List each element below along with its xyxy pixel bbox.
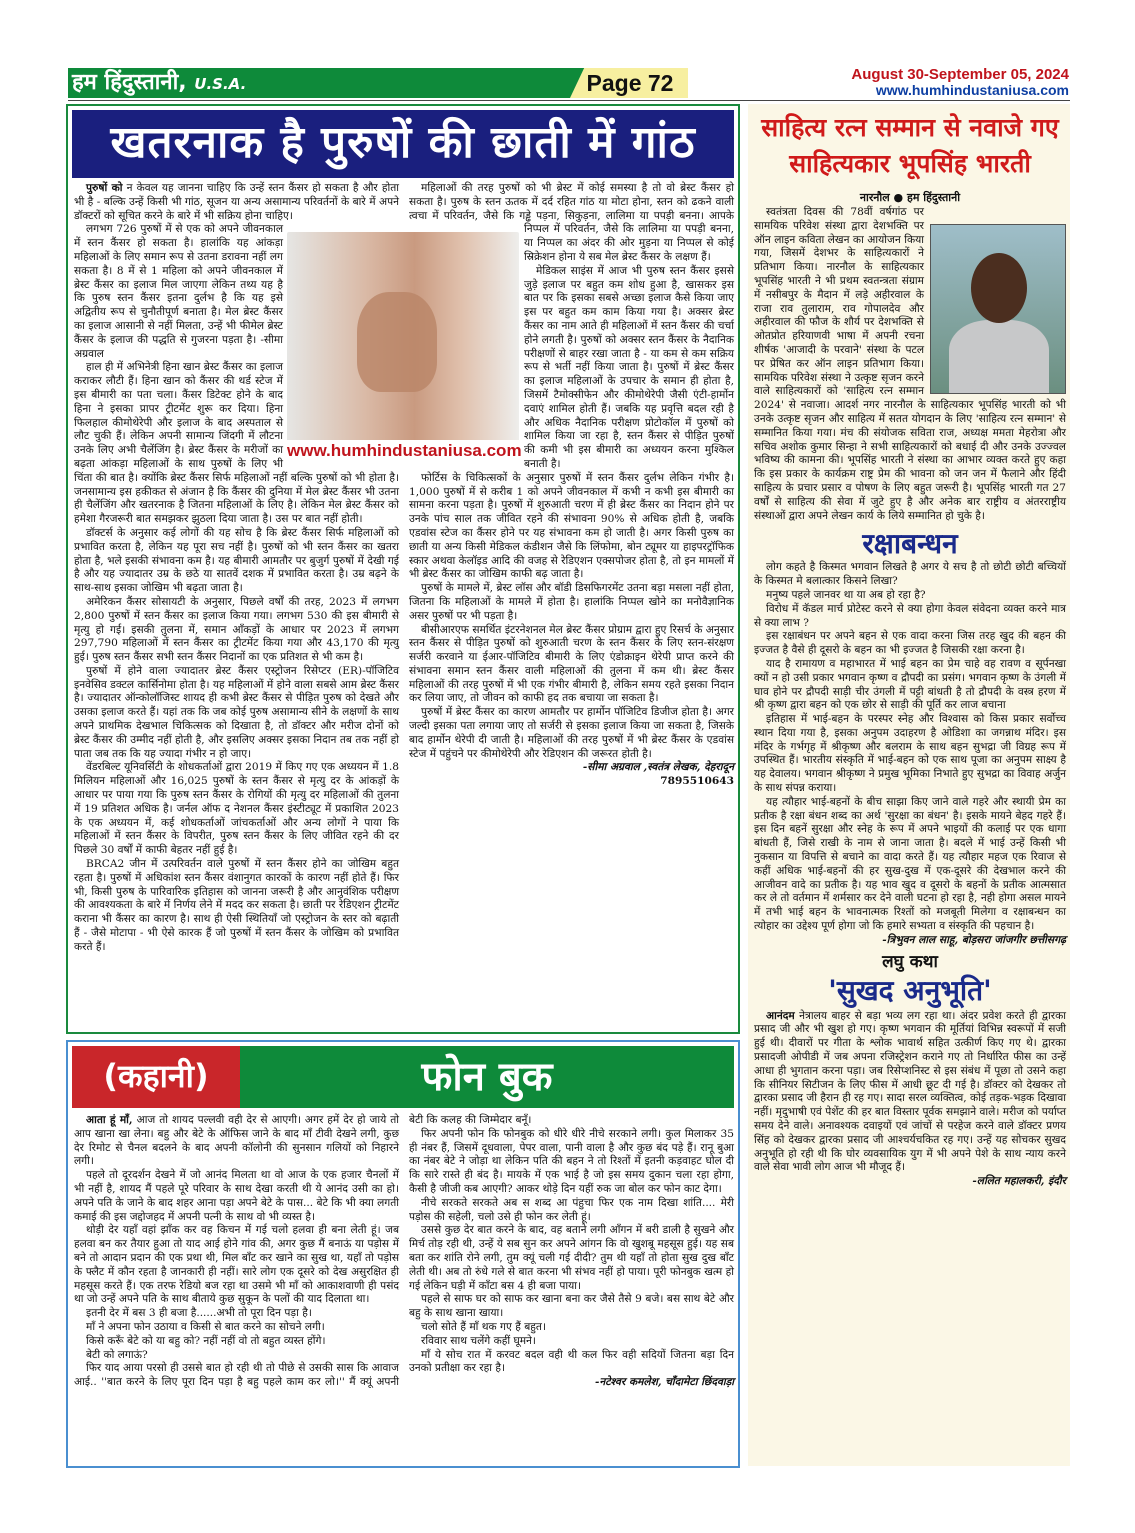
story-paragraph: उससे कुछ देर बात करने के बाद, वह बताने लगी आँगन में बरी डाली है सुखने और मिर्च तोड़ रही थी, उन्हें ये सब सुन कर अपने आंगन कि वो खुशबू महसूस हुई। यह सब बता कर शांति रोने लगी, तुम क्यूं चली गई दीदी? तुम थी यहाँ तो होता सुख दुख बाँट लेती थी। अब तो रुंधे गले से बात करना भी संभव नहीं हो पाया। पूरी फोनबुक खत्म हो गई लेकिन घड़ी में काँटा बस 4 ही बजा पाया। [409,1224,734,1292]
article-paragraph: महिलाओं की तरह पुरुषों को भी ब्रेस्ट में कोई समस्या है तो वो ब्रेस्ट कैंसर हो सकता है। पुरुष के स्तन ऊतक में दर्द रहित गांठ या मोटा होना, स्तन को ढकने वाली त्वचा में परिवर्तन, जैसे कि गड्ढे पड़ना, सिकुड़ना, लालिमा या पपड़ी बनना। आपके निप्पल में परिवर्तन, जैसे कि लालिमा या पपड़ी बनना, या निप्पल का अंदर की ओर मुड़ना या निप्पल से कोई स्रिक्रेशन होना ये सब मेल ब्रेस्ट कैंसर के लक्षण हैं। [409,182,734,263]
raksha-signature: -त्रिभुवन लाल साहू, बोड़सरा जांजगीर छत्तीसगढ़ [882,933,1066,946]
right-column-flow [754,206,1066,1189]
short-story-lead: आनंदम [766,1009,795,1022]
story-paragraph: रविवार साथ चलेंगे कहीं घूमने। [421,1334,536,1347]
website-link[interactable]: www.humhindustaniusa.com [875,82,1069,98]
newspaper-brand [72,68,246,99]
story-paragraph: बेटी को लगाऊं? [86,1348,148,1361]
brand-suffix: U.S.A. [194,75,247,93]
story-paragraph: किसे करूँ बेटे को या बहु को? नहीं नहीं वो तो बहुत व्यस्त होंगे। [86,1334,326,1347]
article-paragraph: बीसीआरएफ समर्थित इंटरनेशनल मेल ब्रेस्ट कैंसर प्रोग्राम द्वारा हुए रिसर्च के अनुसार स्तन कैंसर से पीड़ित पुरुषों को शुरुआती चरण के स्तन कैंसर के लिए स्तन-संरक्षण सर्जरी करवाने या ईआर-पॉजिटिव बीमारी के लिए एंडोक्राइन थेरेपी प्राप्त करने की संभावना समान स्तन कैंसर वाली महिलाओं की तुलना में कम थी। ब्रेस्ट कैंसर महिलाओं की तरह पुरुषों में भी एक गंभीर बीमारी है, लेकिन समय रहते इसका निदान कर लिया जाए, तो जीवन को काफी हद तक बचाया जा सकता है। [409,623,734,705]
story-lead: आता हूं माँ, [86,1114,133,1126]
article-signature: -सीमा अग्रवाल ,स्वतंत्र लेखक, देहरादून [582,761,734,774]
story-paragraph: माँ ये सोच रात में करवट बदल वही थी कल फिर वही सदियों जितना बड़ा दिन उनको प्रतीक्षा कर रहा है। [409,1348,734,1375]
award-paragraph: स्वतंत्रता दिवस की 78वीं वर्षगांठ पर सामयिक परिवेश संस्था द्वारा देशभक्ति पर ऑन लाइन कविता लेखन का आयोजन किया गया, जिसमें देशभर के साहित्यकारों ने प्रतिभाग किया। नारनौल के साहित्यकार भूपसिंह भारती ने भी प्रथम स्वतन्त्रता संग्राम में नसीबपुर के मैदान में लड़े अहीरवाल के राजा राव तुलाराम, राव गोपालदेव और अहीरवाल की फौज के शौर्य पर देशभक्ति से ओतप्रोत हरियाणवी भाषा में अपनी रचना शीर्षक 'आजादी के परवाने' संस्था के पटल पर प्रेषित कर ऑन लाइन प्रतिभाग किया। सामयिक परिवेश संस्था ने उत्कृष्ट सृजन करने वाले साहित्यकारों को 'साहित्य रत्न सम्मान 2024' से नवाजा। आदर्श नगर नारनौल के साहित्यकार भूपसिंह भारती को भी उनके उत्कृष्ट सृजन और साहित्य में सतत योगदान के लिए 'साहित्य रत्न सम्मान' से सम्मानित किया गया। मंच की संयोजक सविता राज, अध्यक्ष ममता मेहरोत्रा और सचिव अशोक कुमार सिन्हा ने सभी साहित्यकारों को बधाई दी और उनके उज्ज्वल भविष्य की कामना की। भूपसिंह भारती ने संस्था का आभार व्यक्त करते हुए कहा कि इस प्रकार के कार्यक्रम राष्ट्र प्रेम की भावना को जन जन में फैलाने और हिंदी साहित्य के प्रचार प्रसार व पोषण के लिए बहुत जरूरी है। भूपसिंह भारती गत 27 वर्षों से साहित्य की सेवा में जुटे हुए है और अनेक बार राष्ट्रीय व अंतरराष्ट्रीय संस्थाओं द्वारा अपने लेखन कार्य के लिये सम्मानित हो चुके है। [754,206,1066,522]
short-story-label: लघु कथा [882,951,938,972]
raksha-paragraph: विरोध में कॅडल मार्च प्रोटेस्ट करने से क्या होगा केवल संवेदना व्यक्त करने मात्र से क्या लाभ ? [754,602,1066,629]
raksha-paragraph: मनुष्य पहले जानवर था या अब हो रहा है? [766,588,926,601]
author-phone: 7895510643 [660,775,734,788]
article-lead: पुरुषों को [86,182,123,194]
article-paragraph: पुरुषों के मामले में, ब्रेस्ट लॉस और बॉडी डिसफिगरमेंट उतना बड़ा मसला नहीं होता, जितना कि महिलाओं के मामले में होता है। हालांकि निप्पल खोने का मनोवैज्ञानिक असर पुरुषों पर भी पड़ता है। [409,582,734,622]
article-paragraph: लगभग 726 पुरुषों में से एक को अपने जीवनकाल में स्तन कैंसर हो सकता है। हालांकि यह आंकड़ा महिलाओं के लिए समान रूप से उतना डरावना नहीं लग सकता है। 8 में से 1 महिला को अपने जीवनकाल में ब्रेस्ट कैंसर का इलाज मिल जाएगा लेकिन तथ्य यह है कि पुरुष स्तन कैंसर इतना दुर्लभ है कि यह इसे अद्वितीय रूप से चुनौतीपूर्ण बनाता है। मेल ब्रेस्ट कैंसर का इलाज आसानी से नहीं मिलता, उन्हें भी फीमेल ब्रेस्ट कैंसर के इलाज की पद्धति से गुजरना पड़ता है। -सीमा अग्रवाल [74,223,283,360]
article-paragraph: डॉक्टर्स के अनुसार कई लोगों की यह सोच है कि ब्रेस्ट कैंसर सिर्फ महिलाओं को प्रभावित करता है, लेकिन यह पूरा सच नहीं है। पुरुषों को भी स्तन कैंसर का खतरा होता है, भले इसकी संभावना कम है। यह बीमारी आमतौर पर बुजुर्ग पुरुषों में देखी गई है और यह ज्यादातर उम्र के छठे या सातवें दशक में प्रभावित करता है। उम्र बढ़ने के साथ-साथ इसका जोखिम भी बढ़ता जाता है। [74,526,399,595]
author-portrait [930,224,1066,394]
article-paragraph: फोर्टिस के चिकित्सकों के अनुसार पुरुषों में स्तन कैंसर दुर्लभ लेकिन गंभीर है। 1,000 पुरुषों में से करीब 1 को अपने जीवनकाल में कभी न कभी इस बीमारी का सामना करना पड़ता है। पुरुषों में शुरुआती चरण में ही ब्रेस्ट कैंसर का निदान होने पर उनके पांच साल तक जीवित रहने की संभावना 90% से अधिक होती है, जबकि एडवांस स्टेज का कैंसर होने पर यह संभावना कम हो जाती है। अगर किसी पुरुष का छाती या अन्य किसी मेडिकल कंडीशन जैसे कि लिंफोमा, बोन ट्यूमर या हाइपरट्रॉफिक स्कार अथवा केलॉइड आदि की वजह से रेडिएशन एक्सपोजर होता है, तो इन मामलों में भी ब्रेस्ट कैंसर का जोखिम काफी बढ़ जाता है। [409,471,734,581]
brand-name: हम हिंदुस्तानी, [72,70,187,95]
story-paragraph: फिर अपनी फोन कि फोनबुक को धीरे धीरे नीचे सरकाने लगी। कुल मिलाकर 35 ही नंबर हैं, जिसमें दूधवाला, पेपर वाला, पानी वाला है और कुछ बंद पड़े हैं। रानू बुआ का नंबर बेटे ने जोड़ा था लेकिन पति की बहन ने तो रिश्तों में इतनी कड़वाहट घोल दी कि सारे रास्ते ही बंद है। मायके में एक भाई है जो इस समय दुकान चला रहा होगा, कैसी है जीजी कब आएगी? आकर थोड़े दिन यहीं रुक जा बोल कर फोन काट देगा। [409,1127,734,1195]
story-signature: -नटेश्वर कमलेश, चाँदामेटा छिंदवाड़ा [594,1376,734,1389]
article-paragraph: पुरुषों में होने वाला ज्यादातर ब्रेस्ट कैंसर एस्ट्रोजन रिसेप्टर (ER)-पॉजिटिव इनवेसिव डक्टल कार्सिनोमा होता है। यह महिलाओं में होने वाला सबसे आम ब्रेस्ट कैंसर है। ज्यादातर ऑन्कोलॉजिस्ट शायद ही कभी ब्रेस्ट कैंसर से पीड़ित पुरुष को देखते और उसका इलाज करते हैं। यहां तक कि जब कोई पुरुष असामान्य सीने के लक्षणों के साथ अपने प्राथमिक देखभाल चिकित्सक को दिखाता है, तो डॉक्टर और मरीज दोनों को ब्रेस्ट कैंसर की उम्मीद नहीं होती है, और इसलिए अक्सर इसका निदान तब तक नहीं हो पाता जब तक कि यह ज्यादा गंभीर न हो जाए। [74,664,399,760]
article-paragraph: BRCA2 जीन में उत्परिवर्तन वाले पुरुषों में स्तन कैंसर होने का जोखिम बहुत रहता है। पुरुषों में अधिकांश स्तन कैंसर वंशानुगत कारकों के कारण नहीं होते हैं। फिर भी, किसी पुरुष के पारिवारिक इतिहास को जानना जरूरी है और आनुवंशिक परीक्षण की आवश्यकता के बारे में निर्णय लेने में मदद कर सकता है। छाती पर रेडिएशन ट्रीटमेंट कराना भी कैंसर का कारण है। साथ ही ऐसी स्थितियाँ जो एस्ट्रोजन के स्तर को बढ़ाती हैं - जैसे मोटापा - भी ऐसे कारक हैं जो पुरुषों में स्तन कैंसर के जोखिम को प्रभावित करते हैं। [74,858,399,953]
header-divider [68,100,1070,101]
article-paragraph: अमेरिकन कैंसर सोसायटी के अनुसार, पिछले वर्षों की तरह, 2023 में लगभग 2,800 पुरुषों में स्तन कैंसर का इलाज किया गया। लगभग 530 की इस बीमारी से मृत्यु हो गई। इसकी तुलना में, समान आँकड़ों के आधार पर 2023 में लगभग 297,790 महिलाओं में स्तन कैंसर का ट्रीटमेंट किया गया और 43,170 की मृत्यु हुई। पुरुष स्तन कैंसर सभी स्तन कैंसर निदानों का एक प्रतिशत से भी कम है। [74,595,399,664]
article-paragraph: मेडिकल साइंस में आज भी पुरुष स्तन कैंसर इससे जुड़े इलाज पर बहुत कम शोध हुआ है, खासकर इस बात पर कि इसका सबसे अच्छा इलाज कैसे किया जाए इस पर बहुत कम काम किया गया है। अक्सर ब्रेस्ट कैंसर का नाम आते ही महिलाओं में स्तन कैंसर की चर्चा होने लगती है। पुरुषों को अक्सर स्तन कैंसर के नैदानिक परीक्षणों से बाहर रखा जाता है - या कम से कम सक्रिय रूप से भर्ती नहीं किया जाता है। पुरुषों में ब्रेस्ट कैंसर का इलाज महिलाओं के उपचार के समान ही होता है, जिसमें टैमोक्सीफेन और कीमोथेरेपी जैसी एंटी-हार्मोन दवाएं शामिल होती हैं। जबकि यह प्रवृत्ति बदल रही है और अधिक नैदानिक परीक्षण प्रोटोकॉल में पुरुषों को शामिल किया जा रहा है, स्तन कैंसर से पीड़ित पुरुषों की कमी भी इस बीमारी का अध्ययन करना मुश्किल बनाती है। [524,264,734,470]
story-paragraph: माँ ने अपना फोन उठाया व किसी से बात करने का सोचने लगी। [86,1320,325,1333]
story-paragraph: फिर याद आया परसो ही उससे बात हो रही थी तो पीछे से उसकी सास कि आवाज आई.. ''बात करने के लिए पूरा दिन पड़ा है बहु पहले काम कर लो।'' मैं क्यूं अपनी बेटी कि कलह की जिम्मेदार बनूँ। [74,1114,532,1389]
story-body [74,1114,734,1466]
right-byline: नारनौल ● हम हिंदुस्तानी [859,191,961,204]
story-paragraph: चलो सोते हैं माँ थक गए हैं बहुत। [421,1320,546,1333]
award-article-body [754,206,1066,523]
short-story-title: 'सुखद अनुभूति' [828,973,992,1007]
raksha-paragraph: यह त्यौहार भाई-बहनों के बीच साझा किए जाने वाले गहरे और स्थायी प्रेम का प्रतीक है रक्षा बंधन शब्द का अर्थ 'सुरक्षा का बंधन' है। इसके मायने बेहद गहरे हैं। इस दिन बहनें सुरक्षा और स्नेह के रूप में अपने भाइयों की कलाई पर एक धागा बांधती हैं, जिसे राखी के नाम से जाना जाता है। बदले में भाई उन्हें किसी भी नुकसान या विपत्ति से बचाने का वादा करते हैं। यह त्यौहार महज एक रिवाज से कहीं अधिक भाई-बहनों की हर सुख-दुख में एक-दूसरे की देखभाल करने की आजीवन वादे का प्रतीक है। यह भाव खुद व दूसरो के बहनों के प्रतीक आत्मसात कर ले तो वर्तमान में शर्मसार कर देने वाली घटना हो रहा है, नही होगा असल मायने में तभी भाई बहन के भावनात्मक रिश्तों को मजबूती मिलेगा व रक्षाबन्धन का त्योहार का उद्देश्य पूर्ण होगा जो कि हमारे सभ्यता व संस्कृति की पहचान है। [754,795,1066,933]
article-paragraph: पुरुषों में ब्रेस्ट कैंसर का कारण आमतौर पर हार्मोन पॉजिटिव डिजीज होता है। अगर जल्दी इसका पता लगाया जाए तो सर्जरी से इसका इलाज किया जा सकता है, जिसके बाद हार्मोन थेरेपी दी जाती है। महिलाओं की तरह पुरुषों में भी ब्रेस्ट कैंसर के एडवांस स्टेज में पहुंचने पर कीमोथेरेपी और रेडिएशन की जरूरत होती है। [409,706,734,760]
raksha-paragraph: याद है रामायण व महाभारत में भाई बहन का प्रेम चाहे वह रावण व सूर्पनखा क्यों न हो उसी प्रकार भगवान कृष्ण व द्रौपदी का प्रसंग। भगवान कृष्ण के उंगली में घाव होने पर द्रौपदी साड़ी चीर उंगली में पट्टी बांधती है तो द्रौपदी के वस्त्र हरण में श्री कृष्ण द्वारा बहन को एक छोर से साड़ी की पूर्ति कर लाज बचाना [754,657,1066,712]
hand-on-chest-image [357,292,437,392]
short-story-paragraph: आनंदम नेत्रालय बाहर से बड़ा भव्य लग रहा था। अंदर प्रवेश करते ही द्वारका प्रसाद जी और भी खुश हो गए। कृष्ण भगवान की मूर्तियां विभिन्न स्वरूपों में सजी हुई थी। दीवारों पर गीता के श्लोक भावार्थ सहित उत्कीर्ण किए गए थे। द्वारका प्रसादजी ओपीडी में जब अपना रजिस्ट्रेशन कराने गए तो निर्धारित फीस का उन्हें आधा ही भुगतान करना पड़ा। जब रिसेप्शनिस्ट से इस संबंध में पूछा तो उसने कहा कि सीनियर सिटीजन के लिए फीस में आधी छूट दी गई है। डॉक्टर को देखकर तो द्वारका प्रसाद जी हैरान ही रह गए। सादा सरल व्यक्तित्व, कोई तड़क-भड़क दिखावा नहीं। मृदुभाषी एवं पेशेंट की हर बात विस्तार पूर्वक समझाने वाले। मरीज को पर्याप्त समय देने वाले। अनावश्यक दवाइयों एवं जांचों से परहेज करने वाले डॉक्टर प्रणय सिंह को देखकर द्वारका प्रसाद जी आश्चर्यचकित रह गए। उन्हें यह सोचकर सुखद अनुभूति हो रही थी कि घोर व्यवसायिक युग में भी अपने पेशे के साथ न्याय करने वाले सेवा भावी लोग आज भी मौजूद हैं। [754,1009,1066,1174]
photo-watermark-url: www.humhindustaniusa.com [287,441,522,460]
issue-date: August 30-September 05, 2024 [851,66,1069,83]
story-paragraph: इतनी देर में बस 3 ही बजा है......अभी तो पूरा दिन पड़ा है। [86,1307,312,1320]
right-headline: साहित्य रत्न सम्मान से नवाजे गए साहित्यकार भूपसिंह भारती [761,113,1059,178]
story-paragraph: नीचे सरकते सरकते अब स शब्द आ पंहुचा फिर एक नाम दिखा शांति.... मेरी पड़ोस की सहेली, चलो उसे ही फोन कर लेती हूं। [409,1196,734,1223]
story-paragraph: पहले तो दूरदर्शन देखने में जो आनंद मिलता था वो आज के एक हजार चैनलों में भी नहीं है, शायद मैं पहले पूरे परिवार के साथ देखा करती थी ये आनंद उसी का हो। अपने पति के जाने के बाद शहर आना पड़ा अपने बेटे के पास... बेटे कि भी क्या लगती कमाई की इस जद्दोजहद में अपनी पत्नी के साथ वो भी व्यस्त है। [74,1169,399,1223]
story-tag: (कहानी) [72,1046,240,1108]
article-paragraph: हाल ही में अभिनेत्री हिना खान ब्रेस्ट कैंसर का इलाज कराकर लौटी हैं। हिना खान को कैंसर की थर्ड स्टेज में इस बीमारी का पता चला। कैंसर डिटेक्ट होने के बाद हिना ने इसका प्रापर ट्रीटमेंट शुरू कर दिया। हिना फिलहाल कीमोथेरेपी और इलाज के बाद अस्पताल से लौट चुकी हैं। लेकिन अपनी सामान्य जिंदगी में लौटना उनके लिए अभी चैलेंजिंग है। ब्रेस्ट कैंसर के मरीजों का बढ़ता आंकड़ा महिलाओं के साथ पुरुषों के लिए भी चिंता की बात है। क्योंकि ब्रेस्ट कैंसर सिर्फ महिलाओं नहीं बल्कि पुरुषों को भी होता है। जनसामान्य इस हकीकत से अंजान है कि कैंसर की दुनिया में मेल ब्रेस्ट कैंसर भी उतना ही चैलेंजिंग और खतरनाक है जितना महिलाओं के लिए है। लेकिन मेल ब्रेस्ट कैंसर को हमेशा गैरजरूरी बात समझकर झुठला दिया जाता है। उस पर बात नहीं होती। [74,361,399,526]
raksha-paragraph: इस रक्षाबंधन पर अपने बहन से एक वादा करना जिस तरह खुद की बहन की इज्जत है वैसे ही दूसरो के बहन का भी इज्जत है जिसकी रक्षा करना है। [754,630,1066,657]
raksha-title: रक्षाबन्धन [862,527,958,561]
short-story-signature: -ललित महालकरी, इंदौर [972,1175,1066,1188]
raksha-paragraph: लोग कहते है किस्मत भगवान लिखते है अगर ये सच है तो छोटी छोटी बच्चियों के किस्मत मे बलात्कार किसने लिखा? [754,561,1066,588]
main-headline: खतरनाक है पुरुषों की छाती में गांठ [72,110,734,178]
page-number: Page 72 [586,70,674,96]
raksha-paragraph: इतिहास में भाई-बहन के परस्पर स्नेह और विश्वास को किस प्रकार सर्वोच्च स्थान दिया गया है, इसका अनुपम उदाहरण है ओडिशा का जगन्नाथ मंदिर। इस मंदिर के गर्भगृह में श्रीकृष्ण और बलराम के साथ बहन सुभद्रा जी विग्रह रूप में उपस्थित हैं। भारतीय संस्कृति में भाई-बहन को एक साथ पूजा का अनुपम साक्ष्य है यह देवालय। भगवान श्रीकृष्ण ने प्रमुख भूमिका निभाते हुए सुभद्रा का विवाह अर्जुन के साथ संपन्न कराया। [754,713,1066,795]
article-paragraph: पुरुषों को न केवल यह जानना चाहिए कि उन्हें स्तन कैंसर हो सकता है और होता भी है - बल्कि उन्हें किसी भी गांठ, सूजन या अन्य असामान्य परिवर्तनों के बारे में अपने डॉक्टरों को सूचित करने के बारे में भी सक्रिय होना चाहिए। [74,182,399,222]
article-paragraph: वेंडरबिल्ट यूनिवर्सिटी के शोधकर्ताओं द्वारा 2019 में किए गए एक अध्ययन में 1.8 मिलियन महिलाओं और 16,025 पुरुषों के स्तन कैंसर से मृत्यु दर के आंकड़ों के आधार पर पाया गया कि पुरुष स्तन कैंसर के रोगियों की मृत्यु दर महिलाओं की तुलना में 19 प्रतिशत अधिक है। जर्नल ऑफ द नेशनल कैंसर इंस्टीट्यूट में प्रकाशित 2023 के एक अध्ययन में, कई शोधकर्ताओं जांचकर्ताओं और अन्य लोगों ने पाया कि महिलाओं में स्तन कैंसर के विपरीत, पुरुष स्तन कैंसर के लिए जीवित रहने की दर पिछले 30 वर्षों में काफी बेहतर नहीं हुई है। [74,761,399,857]
short-story-body [754,1010,1066,1189]
story-paragraph: पहले से साफ घर को साफ कर खाना बना कर जैसे तैसे 9 बजे। बस साथ बेटे और बहु के साथ खाना खाया। [409,1293,734,1320]
story-paragraph: थोड़ी देर यहाँ वहां झाँक कर वह किचन में गई चलो हलवा ही बना लेती हूं। जब हलवा बन कर तैयार हुआ तो याद आई होने गांव की, अगर कुछ मैं बनाऊं या पड़ोस में बने तो आदान प्रदान की एक प्रथा थी, मिल बाँट कर खाने का सुख था, यहाँ तो पड़ोस के फ्लैट में कौन रहता है जानकारी ही नहीं। सारे लोग एक दूसरे को देख असुरक्षित ही महसूस करते हैं। एक तरफ रेडियो बज रहा था उसमे भी माँ को आकाशवाणी ही पसंद था जो उन्हें अपने पति के साथ बीताये कुछ सुकून के पलों की याद दिलाता था। [74,1224,399,1306]
raksha-article-body [754,561,1066,947]
story-title: फोन बुक [421,1054,553,1100]
story-paragraph: आता हूं माँ, आज तो शायद पल्लवी वही देर से आएगी। अगर हमें देर हो जाये तो आप खाना खा लेना। बहु और बेटे के ऑफिस जाने के बाद माँ टीवी देखने लगी, कुछ देर रिमोट से चैनल बदलने के बाद अपनी कॉलोनी की सुनसान गलियों को निहारने लगी। [74,1114,399,1168]
article-photo [287,232,519,442]
